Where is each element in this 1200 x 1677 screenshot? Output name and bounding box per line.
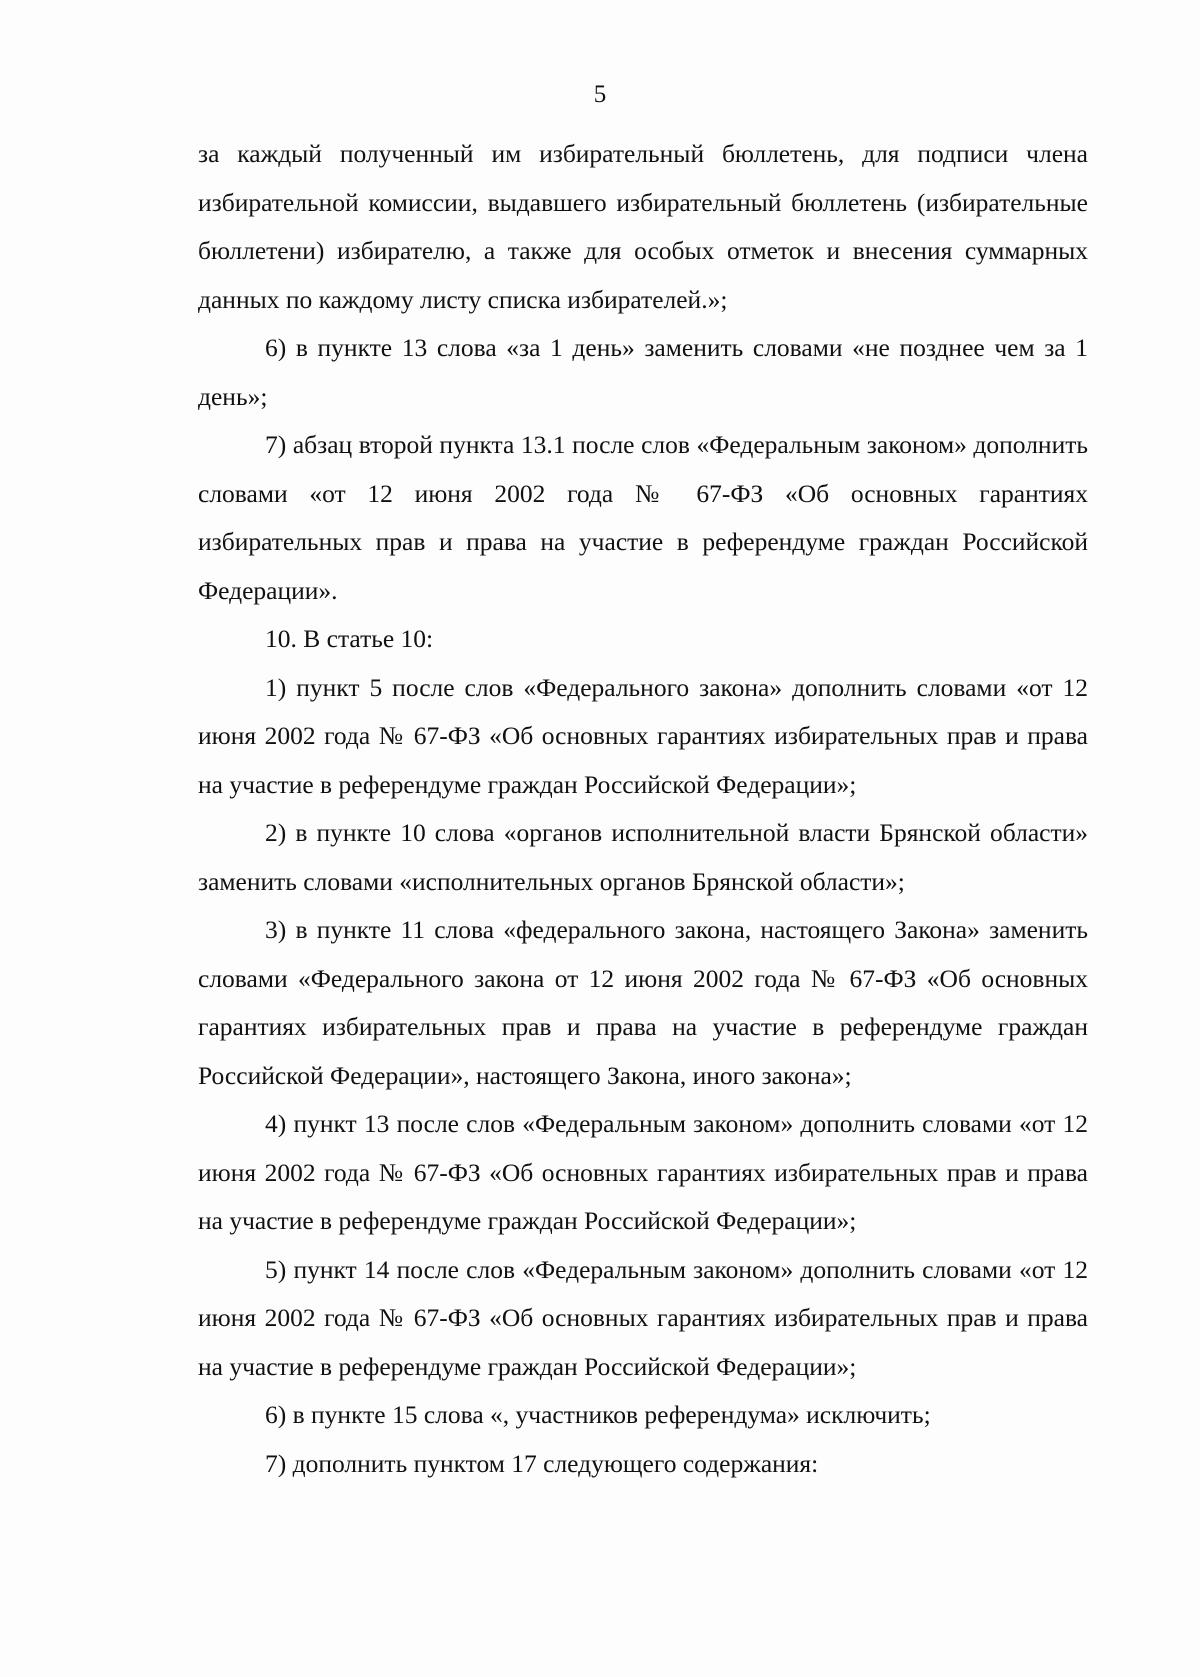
paragraph-continuation: за каждый полученный им избирательный бюллетень, для подписи члена избирательной комиссии, выдавшего избирательный бюллетень (избирательные бюллетени) избирателю, а также для особых отметок и внесения суммарных данных по каждому листу списка избирателей.»; xyxy=(198,139,1088,314)
paragraph-article-10-item-2: 2) в пункте 10 слова «органов исполнительной власти Брянской области» заменить словами «исполнительных органов Брянской области»; xyxy=(198,818,1088,896)
article-10-heading: 10. В статье 10: xyxy=(265,624,434,653)
paragraph-article-10-item-6: 6) в пункте 15 слова «, участников референдума» исключить; xyxy=(265,1400,931,1429)
paragraph-article-10-item-4: 4) пункт 13 после слов «Федеральным законом» дополнить словами «от 12 июня 2002 года № 67-ФЗ «Об основных гарантиях избирательных прав и права на участие в референдуме граждан Российской Федерации»; xyxy=(198,1109,1088,1235)
page-number: 5 xyxy=(593,81,607,108)
paragraph-article-10-item-1: 1) пункт 5 после слов «Федерального закона» дополнить словами «от 12 июня 2002 года № 67-ФЗ «Об основных гарантиях избирательных прав и права на участие в референдуме граждан Российской Федерации»; xyxy=(198,672,1088,799)
paragraph-item-7: 7) абзац второй пункта 13.1 после слов «Федеральным законом» дополнить словами «от 12 июня 2002 года № 67-ФЗ «Об основных гарантиях избирательных прав и права на участие в референдуме граждан Российской Федерации». xyxy=(198,430,1088,605)
paragraph-article-10-item-7: 7) дополнить пунктом 17 следующего содержания: xyxy=(265,1448,819,1478)
paragraph-item-6: 6) в пункте 13 слова «за 1 день» заменить словами «не позднее чем за 1 день»; xyxy=(198,333,1088,411)
document-body xyxy=(198,130,1088,1488)
paragraph-article-10-item-3: 3) в пункте 11 слова «федерального закона, настоящего Закона» заменить словами «Федерального закона от 12 июня 2002 года № 67-ФЗ «Об основных гарантиях избирательных прав и права на участие в референдуме граждан Российской Федерации», настоящего Закона, иного закона»; xyxy=(198,915,1088,1090)
paragraph-article-10-item-5: 5) пункт 14 после слов «Федеральным законом» дополнить словами «от 12 июня 2002 года № 67-ФЗ «Об основных гарантиях избирательных прав и права на участие в референдуме граждан Российской Федерации»; xyxy=(198,1254,1088,1381)
